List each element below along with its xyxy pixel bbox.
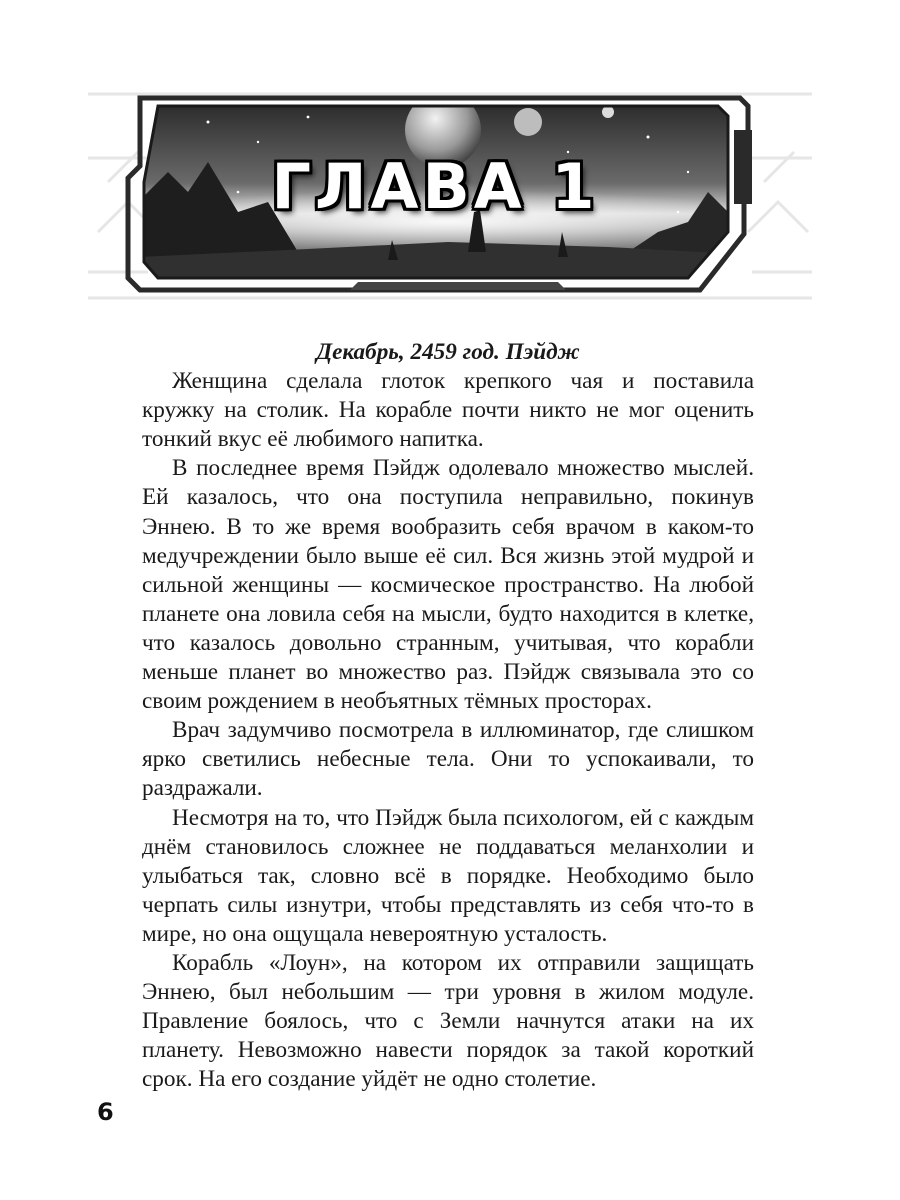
paragraph: Корабль «Лоун», на котором их отправили защищать Эннею, был небольшим — три уровня в жилом модуле. Правление боялось, что с Земли начнутся атаки на их планету. Невозможно навести порядок за такой короткий срок. На его создание уйдёт не одно столетие.	[142, 949, 754, 1093]
paragraph: В последнее время Пэйдж одолевало множество мыслей. Ей казалось, что она поступила неправильно, покинув Эннею. В то же время вообразить себя врачом в каком-то медучреждении было выше её сил. Вся жизнь этой мудрой и сильной женщины — космическое пространство. На любой планете она ловила себя на мысли, будто находится в клетке, что казалось довольно странным, учитывая, что корабли меньше планет во множество раз. Пэйдж связывала это со своим рождением в необъятных тёмных просторах.	[142, 455, 754, 715]
chapter-title: ГЛАВА 1	[271, 150, 599, 223]
body-text	[142, 338, 754, 1094]
page-number: 6	[97, 1098, 114, 1126]
paragraph: Женщина сделала глоток крепкого чая и поставила кружку на столик. На корабле почти никто не мог оценить тонкий вкус её любимого напитка.	[142, 368, 754, 453]
frame-side-block	[734, 130, 752, 204]
paragraph: Несмотря на то, что Пэйдж была психологом, ей с каждым днём становилось сложнее не поддаваться меланхолии и улыбаться так, словно всё в порядке. Необходимо было черпать силы изнутри, чтобы представлять из себя что-то в мире, но она ощущала невероятную усталость.	[142, 804, 754, 947]
paragraph: Врач задумчиво посмотрела в иллюминатор, где слишком ярко светились небесные тела. Они то успокаивали, то раздражали.	[142, 717, 754, 802]
section-subheading: Декабрь, 2459 год. Пэйдж	[316, 339, 580, 365]
